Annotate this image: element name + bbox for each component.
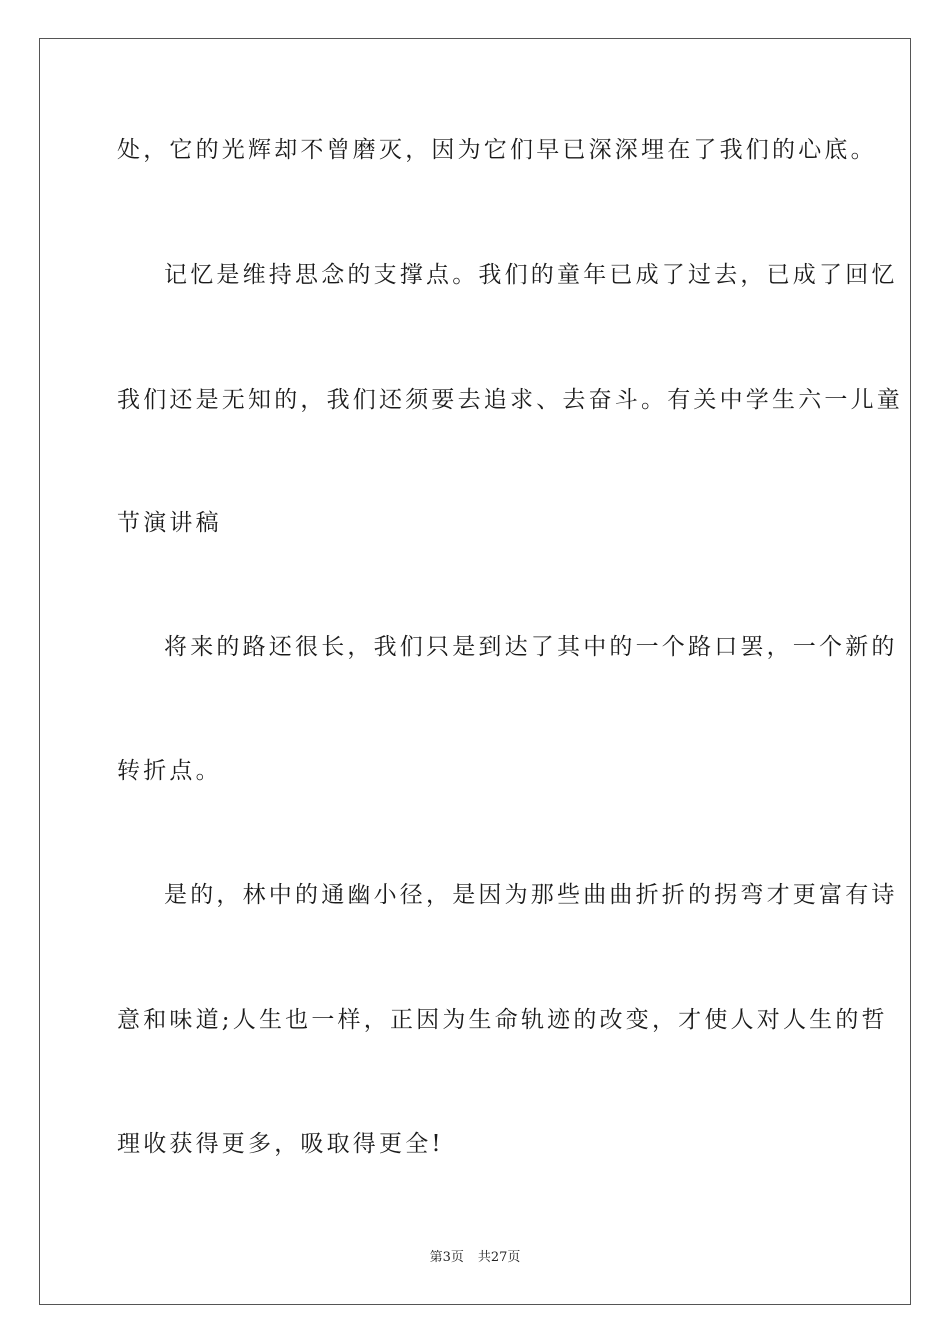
text-line: 理收获得更多，吸取得更全! <box>117 1131 444 1157</box>
text-line: 意和味道;人生也一样，正因为生命轨迹的改变，才使人对人生的哲 <box>117 1007 888 1033</box>
text-line: 处，它的光辉却不曾磨灭，因为它们早已深深埋在了我们的心底。 <box>117 137 877 163</box>
text-line: 记忆是维持思念的支撑点。我们的童年已成了过去，已成了回忆 <box>164 262 898 288</box>
text-line: 将来的路还很长，我们只是到达了其中的一个路口罢，一个新的 <box>164 634 898 660</box>
total-pages: 共27页 <box>477 1250 521 1265</box>
text-line: 转折点。 <box>117 758 222 784</box>
page-frame <box>39 38 911 1305</box>
text-line: 我们还是无知的，我们还须要去追求、去奋斗。有关中学生六一儿童 <box>117 387 903 413</box>
text-line: 节演讲稿 <box>117 510 222 536</box>
page-number: 第3页 <box>429 1250 464 1265</box>
page-footer <box>0 1246 950 1265</box>
text-line: 是的，林中的通幽小径，是因为那些曲曲折折的拐弯才更富有诗 <box>164 882 898 908</box>
